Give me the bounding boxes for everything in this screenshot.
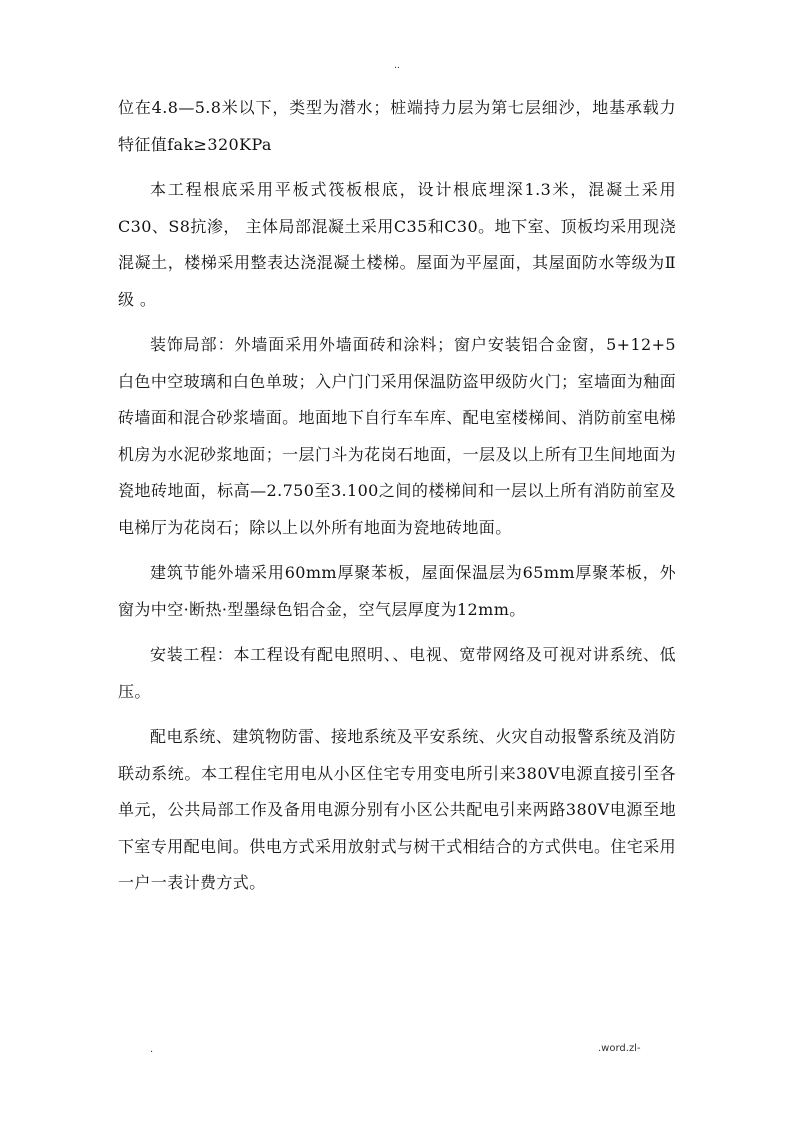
page-header-mark: .. <box>394 61 400 71</box>
paragraph-decoration: 装饰局部：外墙面采用外墙面砖和涂料；窗户安装铝合金窗，5+12+5白色中空玻璃和白色单玻；入户门门采用保温防盗甲级防火门；室墙面为釉面砖墙面和混合砂浆墙面。地面地下自行车车库、配电室楼梯间、消防前室电梯机房为水泥砂浆地面；一层门斗为花岗石地面，一层及以上所有卫生间地面为瓷地砖地面，标高—2.750至3.100之间的楼梯间和一层以上所有消防前室及电梯厅为花岗石；除以上以外所有地面为瓷地砖地面。 <box>118 335 676 537</box>
paragraph-power-distribution: 配电系统、建筑物防雷、接地系统及平安系统、火灾自动报警系统及消防联动系统。本工程住宅用电从小区住宅专用变电所引来380V电源直接引至各单元，公共局部工作及备用电源分别有小区公共配电引来两路380V电源至地下室专用配电间。供电方式采用放射式与树干式相结合的方式供电。住宅采用一户一表计费方式。 <box>118 727 676 892</box>
paragraph-foundation-structure: 本工程根底采用平板式筏板根底，设计根底埋深1.3米，混凝土采用C30、S8抗渗， 主体局部混凝土采用C35和C30。地下室、顶板均采用现浇混凝土，楼梯采用整表达浇混凝土楼梯。屋面为平屋面，其屋面防水等级为Ⅱ级 。 <box>118 180 676 309</box>
paragraph-foundation-soil: 位在4.8—5.8米以下，类型为潜水；桩端持力层为第七层细沙，地基承载力特征值fak≥320KPa <box>118 98 676 154</box>
footer-source-text: .word.zl- <box>598 1043 641 1054</box>
paragraph-energy-saving: 建筑节能外墙采用60mm厚聚苯板，屋面保温层为65mm厚聚苯板，外窗为中空·断热·型墨绿色铝合金，空气层厚度为12mm。 <box>118 563 676 619</box>
footer-left-mark: . <box>150 1044 154 1055</box>
document-body <box>118 90 676 911</box>
paragraph-installation: 安装工程：本工程设有配电照明、、电视、宽带网络及可视对讲系统、低压。 <box>118 645 676 701</box>
